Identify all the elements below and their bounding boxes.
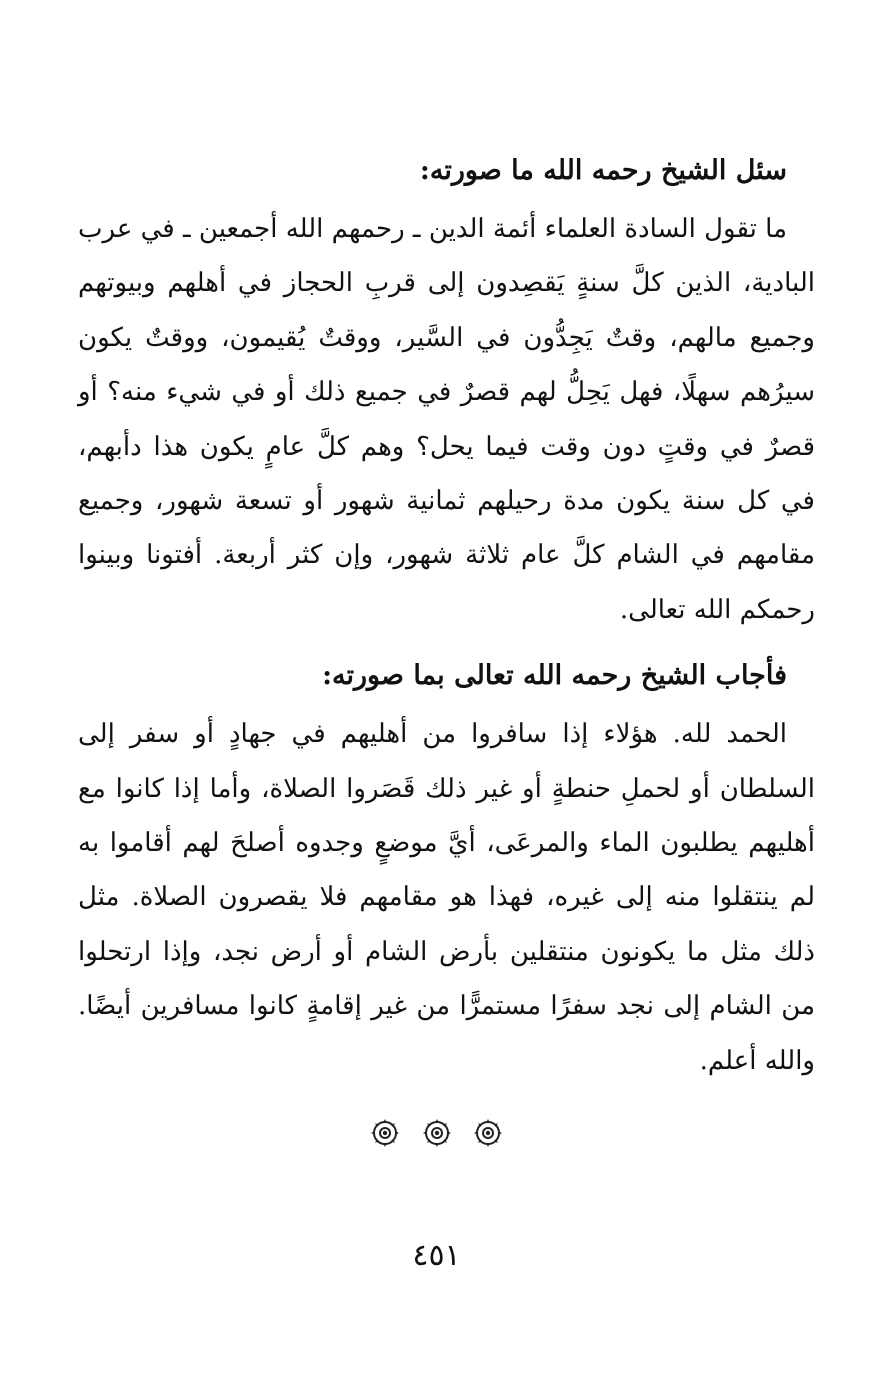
- answer-paragraph: الحمد لله. هؤلاء إذا سافروا من أهليهم في جهادٍ أو سفر إلى السلطان أو لحملِ حنطةٍ أو غير ذلك قَصَروا الصلاة، وأما إذا كانوا مع أهليهم يطلبون الماء والمرعَى، أيَّ موضعٍ وجدوه أصلحَ لهم أقاموا به لم ينتقلوا منه إلى غيره، فهذا هو مقامهم فلا يقصرون الصلاة. مثل ذلك مثل ما يكونون منتقلين بأرض الشام أو أرض نجد، وإذا ارتحلوا من الشام إلى نجد سفرًا مستمرًّا من غير إقامةٍ كانوا مسافرين أيضًا. والله أعلم.: [78, 719, 815, 1076]
- question-heading: سئل الشيخ رحمه الله ما صورته:: [419, 155, 787, 186]
- page-content: [78, 140, 815, 1096]
- flower-ornament-icon: [473, 1118, 503, 1148]
- flower-ornament-icon: [370, 1118, 400, 1148]
- page-number: ٤٥١: [412, 1238, 461, 1273]
- flower-ornament-icon: [422, 1118, 452, 1148]
- answer-heading: فأجاب الشيخ رحمه الله تعالى بما صورته:: [322, 660, 787, 692]
- section-divider: [0, 1118, 873, 1156]
- question-paragraph: ما تقول السادة العلماء أئمة الدين ـ رحمهم الله أجمعين ـ في عرب البادية، الذين كلَّ سنةٍ يَقصِدون إلى قربِ الحجاز في أهلهم وبيوتهم وجميع مالهم، وقتٌ يَجِدُّون في السَّير، ووقتٌ يُقيمون، ووقتٌ يكون سيرُهم سهلًا، فهل يَحِلُّ لهم قصرٌ في جميع ذلك أو في شيء منه؟ أو قصرٌ في وقتٍ دون وقت فيما يحل؟ وهم كلَّ عامٍ يكون هذا دأبهم، في كل سنة يكون مدة رحيلهم ثمانية شهور أو تسعة شهور، وجميع مقامهم في الشام كلَّ عام ثلاثة شهور، وإن كثر أربعة. أفتونا وبينوا رحمكم الله تعالى.: [78, 214, 815, 625]
